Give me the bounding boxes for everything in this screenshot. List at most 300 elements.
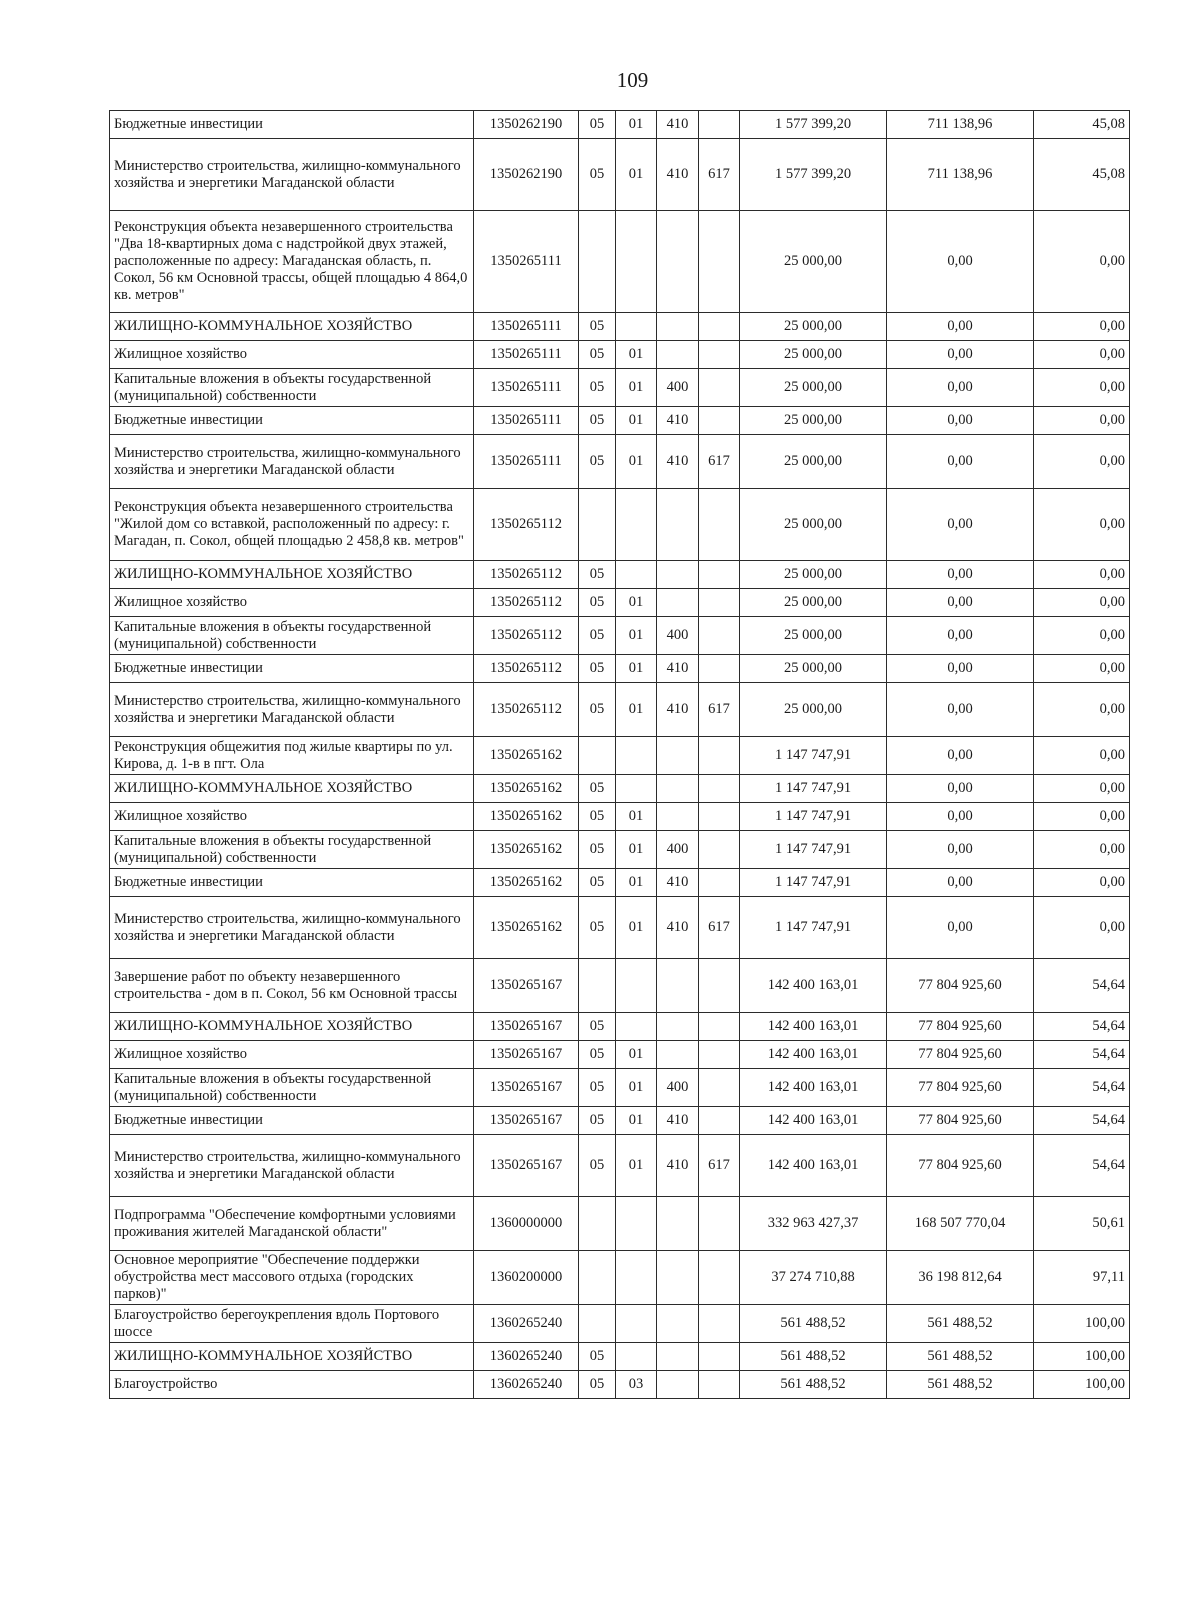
planned-amount: 142 400 163,01 (740, 1041, 887, 1069)
administrator-code (699, 1013, 740, 1041)
target-code: 1350265167 (474, 959, 579, 1013)
execution-percent: 50,61 (1034, 1197, 1130, 1251)
target-code: 1350265167 (474, 1013, 579, 1041)
expense-type-code (657, 489, 699, 561)
execution-percent: 0,00 (1034, 655, 1130, 683)
target-code: 1360265240 (474, 1305, 579, 1343)
execution-percent: 0,00 (1034, 869, 1130, 897)
section-code: 05 (579, 803, 616, 831)
row-name: Бюджетные инвестиции (110, 407, 474, 435)
planned-amount: 142 400 163,01 (740, 1107, 887, 1135)
executed-amount: 561 488,52 (887, 1371, 1034, 1399)
table-row (110, 1069, 1130, 1107)
table-row (110, 1197, 1130, 1251)
expense-type-code: 400 (657, 831, 699, 869)
planned-amount: 25 000,00 (740, 655, 887, 683)
administrator-code (699, 737, 740, 775)
budget-table (109, 110, 1130, 1399)
subsection-code: 01 (616, 831, 657, 869)
expense-type-code: 410 (657, 139, 699, 211)
row-name: Бюджетные инвестиции (110, 655, 474, 683)
expense-type-code: 400 (657, 617, 699, 655)
section-code: 05 (579, 435, 616, 489)
planned-amount: 1 147 747,91 (740, 803, 887, 831)
section-code: 05 (579, 111, 616, 139)
table-row (110, 435, 1130, 489)
executed-amount: 0,00 (887, 897, 1034, 959)
execution-percent: 0,00 (1034, 775, 1130, 803)
executed-amount: 77 804 925,60 (887, 1107, 1034, 1135)
expense-type-code: 410 (657, 683, 699, 737)
row-name: Жилищное хозяйство (110, 803, 474, 831)
execution-percent: 54,64 (1034, 959, 1130, 1013)
planned-amount: 25 000,00 (740, 589, 887, 617)
table-row (110, 313, 1130, 341)
planned-amount: 25 000,00 (740, 313, 887, 341)
row-name: Основное мероприятие "Обеспечение поддержки обустройства мест массового отдыха (городских парков)" (110, 1251, 474, 1305)
planned-amount: 561 488,52 (740, 1371, 887, 1399)
execution-percent: 0,00 (1034, 211, 1130, 313)
subsection-code (616, 1305, 657, 1343)
table-row (110, 959, 1130, 1013)
administrator-code: 617 (699, 435, 740, 489)
expense-type-code: 410 (657, 1107, 699, 1135)
target-code: 1350265111 (474, 341, 579, 369)
execution-percent: 100,00 (1034, 1371, 1130, 1399)
row-name: Завершение работ по объекту незавершенного строительства - дом в п. Сокол, 56 км Основной трассы (110, 959, 474, 1013)
administrator-code: 617 (699, 897, 740, 959)
executed-amount: 0,00 (887, 683, 1034, 737)
administrator-code (699, 1305, 740, 1343)
administrator-code (699, 1041, 740, 1069)
planned-amount: 332 963 427,37 (740, 1197, 887, 1251)
row-name: ЖИЛИЩНО-КОММУНАЛЬНОЕ ХОЗЯЙСТВО (110, 1343, 474, 1371)
subsection-code: 01 (616, 1135, 657, 1197)
target-code: 1360265240 (474, 1343, 579, 1371)
row-name: Подпрограмма "Обеспечение комфортными условиями проживания жителей Магаданской области" (110, 1197, 474, 1251)
target-code: 1350262190 (474, 139, 579, 211)
subsection-code: 01 (616, 139, 657, 211)
expense-type-code (657, 313, 699, 341)
subsection-code: 01 (616, 683, 657, 737)
row-name: Министерство строительства, жилищно-коммунального хозяйства и энергетики Магаданской области (110, 435, 474, 489)
executed-amount: 711 138,96 (887, 111, 1034, 139)
section-code: 05 (579, 1013, 616, 1041)
expense-type-code (657, 1371, 699, 1399)
executed-amount: 0,00 (887, 313, 1034, 341)
execution-percent: 54,64 (1034, 1041, 1130, 1069)
execution-percent: 0,00 (1034, 407, 1130, 435)
expense-type-code (657, 1013, 699, 1041)
section-code: 05 (579, 1343, 616, 1371)
administrator-code (699, 1251, 740, 1305)
target-code: 1350265111 (474, 313, 579, 341)
execution-percent: 0,00 (1034, 897, 1130, 959)
execution-percent: 0,00 (1034, 831, 1130, 869)
planned-amount: 142 400 163,01 (740, 1069, 887, 1107)
administrator-code (699, 341, 740, 369)
expense-type-code (657, 589, 699, 617)
administrator-code (699, 959, 740, 1013)
expense-type-code (657, 341, 699, 369)
execution-percent: 0,00 (1034, 369, 1130, 407)
expense-type-code: 400 (657, 369, 699, 407)
administrator-code: 617 (699, 139, 740, 211)
table-row (110, 1107, 1130, 1135)
planned-amount: 1 147 747,91 (740, 869, 887, 897)
planned-amount: 25 000,00 (740, 407, 887, 435)
table-row (110, 489, 1130, 561)
planned-amount: 561 488,52 (740, 1305, 887, 1343)
executed-amount: 0,00 (887, 617, 1034, 655)
table-row (110, 407, 1130, 435)
table-row (110, 869, 1130, 897)
planned-amount: 25 000,00 (740, 561, 887, 589)
table-row (110, 1371, 1130, 1399)
planned-amount: 1 147 747,91 (740, 831, 887, 869)
target-code: 1350265112 (474, 589, 579, 617)
execution-percent: 45,08 (1034, 139, 1130, 211)
executed-amount: 0,00 (887, 589, 1034, 617)
execution-percent: 0,00 (1034, 341, 1130, 369)
planned-amount: 37 274 710,88 (740, 1251, 887, 1305)
subsection-code (616, 1197, 657, 1251)
section-code: 05 (579, 369, 616, 407)
table-row (110, 831, 1130, 869)
expense-type-code (657, 1197, 699, 1251)
execution-percent: 97,11 (1034, 1251, 1130, 1305)
administrator-code: 617 (699, 683, 740, 737)
executed-amount: 77 804 925,60 (887, 1013, 1034, 1041)
executed-amount: 0,00 (887, 435, 1034, 489)
row-name: ЖИЛИЩНО-КОММУНАЛЬНОЕ ХОЗЯЙСТВО (110, 775, 474, 803)
subsection-code: 01 (616, 1069, 657, 1107)
row-name: Благоустройство берегоукрепления вдоль Портового шоссе (110, 1305, 474, 1343)
subsection-code (616, 737, 657, 775)
executed-amount: 0,00 (887, 775, 1034, 803)
administrator-code (699, 313, 740, 341)
administrator-code (699, 617, 740, 655)
executed-amount: 561 488,52 (887, 1305, 1034, 1343)
execution-percent: 100,00 (1034, 1305, 1130, 1343)
expense-type-code (657, 561, 699, 589)
subsection-code: 01 (616, 369, 657, 407)
execution-percent: 0,00 (1034, 489, 1130, 561)
row-name: ЖИЛИЩНО-КОММУНАЛЬНОЕ ХОЗЯЙСТВО (110, 313, 474, 341)
execution-percent: 0,00 (1034, 803, 1130, 831)
target-code: 1350265112 (474, 683, 579, 737)
subsection-code: 01 (616, 435, 657, 489)
subsection-code: 01 (616, 341, 657, 369)
administrator-code (699, 589, 740, 617)
target-code: 1350262190 (474, 111, 579, 139)
planned-amount: 142 400 163,01 (740, 959, 887, 1013)
table-row (110, 897, 1130, 959)
table-row (110, 589, 1130, 617)
expense-type-code: 410 (657, 435, 699, 489)
administrator-code (699, 1371, 740, 1399)
subsection-code: 01 (616, 655, 657, 683)
executed-amount: 0,00 (887, 341, 1034, 369)
execution-percent: 100,00 (1034, 1343, 1130, 1371)
execution-percent: 45,08 (1034, 111, 1130, 139)
administrator-code (699, 869, 740, 897)
execution-percent: 54,64 (1034, 1013, 1130, 1041)
planned-amount: 1 147 747,91 (740, 737, 887, 775)
expense-type-code: 410 (657, 897, 699, 959)
target-code: 1360000000 (474, 1197, 579, 1251)
executed-amount: 0,00 (887, 803, 1034, 831)
subsection-code: 01 (616, 1041, 657, 1069)
target-code: 1350265112 (474, 655, 579, 683)
subsection-code (616, 1251, 657, 1305)
execution-percent: 54,64 (1034, 1135, 1130, 1197)
table-row (110, 561, 1130, 589)
executed-amount: 0,00 (887, 561, 1034, 589)
executed-amount: 0,00 (887, 369, 1034, 407)
planned-amount: 25 000,00 (740, 683, 887, 737)
administrator-code (699, 111, 740, 139)
section-code: 05 (579, 831, 616, 869)
executed-amount: 0,00 (887, 831, 1034, 869)
section-code: 05 (579, 589, 616, 617)
subsection-code (616, 211, 657, 313)
row-name: Министерство строительства, жилищно-коммунального хозяйства и энергетики Магаданской области (110, 1135, 474, 1197)
executed-amount: 77 804 925,60 (887, 1069, 1034, 1107)
administrator-code (699, 211, 740, 313)
expense-type-code: 410 (657, 1135, 699, 1197)
table-row (110, 111, 1130, 139)
execution-percent: 0,00 (1034, 589, 1130, 617)
table-row (110, 1343, 1130, 1371)
expense-type-code (657, 1041, 699, 1069)
target-code: 1350265162 (474, 803, 579, 831)
planned-amount: 1 147 747,91 (740, 775, 887, 803)
target-code: 1350265162 (474, 775, 579, 803)
section-code (579, 211, 616, 313)
execution-percent: 0,00 (1034, 683, 1130, 737)
execution-percent: 0,00 (1034, 435, 1130, 489)
administrator-code (699, 1343, 740, 1371)
expense-type-code: 400 (657, 1069, 699, 1107)
executed-amount: 561 488,52 (887, 1343, 1034, 1371)
row-name: Капитальные вложения в объекты государственной (муниципальной) собственности (110, 831, 474, 869)
expense-type-code: 410 (657, 869, 699, 897)
planned-amount: 25 000,00 (740, 489, 887, 561)
row-name: Жилищное хозяйство (110, 341, 474, 369)
table-row (110, 775, 1130, 803)
planned-amount: 1 147 747,91 (740, 897, 887, 959)
section-code (579, 1305, 616, 1343)
section-code: 05 (579, 1041, 616, 1069)
administrator-code (699, 407, 740, 435)
planned-amount: 25 000,00 (740, 211, 887, 313)
execution-percent: 0,00 (1034, 561, 1130, 589)
section-code: 05 (579, 1371, 616, 1399)
row-name: Министерство строительства, жилищно-коммунального хозяйства и энергетики Магаданской области (110, 683, 474, 737)
section-code: 05 (579, 313, 616, 341)
table-row (110, 803, 1130, 831)
executed-amount: 0,00 (887, 211, 1034, 313)
section-code (579, 489, 616, 561)
planned-amount: 25 000,00 (740, 617, 887, 655)
section-code: 05 (579, 869, 616, 897)
row-name: Реконструкция объекта незавершенного строительства "Жилой дом со вставкой, расположенный по адресу: г. Магадан, п. Сокол, общей площадью 2 458,8 кв. метров" (110, 489, 474, 561)
target-code: 1350265162 (474, 897, 579, 959)
subsection-code (616, 489, 657, 561)
table-row (110, 1041, 1130, 1069)
table-row (110, 737, 1130, 775)
table-row (110, 1305, 1130, 1343)
section-code: 05 (579, 561, 616, 589)
target-code: 1350265112 (474, 617, 579, 655)
subsection-code: 01 (616, 897, 657, 959)
execution-percent: 54,64 (1034, 1107, 1130, 1135)
row-name: Жилищное хозяйство (110, 1041, 474, 1069)
row-name: Бюджетные инвестиции (110, 111, 474, 139)
table-row (110, 1013, 1130, 1041)
section-code: 05 (579, 1107, 616, 1135)
planned-amount: 1 577 399,20 (740, 139, 887, 211)
target-code: 1350265112 (474, 489, 579, 561)
planned-amount: 25 000,00 (740, 369, 887, 407)
section-code (579, 737, 616, 775)
planned-amount: 25 000,00 (740, 435, 887, 489)
executed-amount: 0,00 (887, 655, 1034, 683)
table-row (110, 369, 1130, 407)
execution-percent: 54,64 (1034, 1069, 1130, 1107)
section-code: 05 (579, 775, 616, 803)
page-number: 109 (616, 68, 649, 92)
target-code: 1350265162 (474, 831, 579, 869)
row-name: Капитальные вложения в объекты государственной (муниципальной) собственности (110, 369, 474, 407)
expense-type-code: 410 (657, 655, 699, 683)
planned-amount: 561 488,52 (740, 1343, 887, 1371)
subsection-code (616, 775, 657, 803)
section-code: 05 (579, 407, 616, 435)
subsection-code: 01 (616, 589, 657, 617)
table-body (110, 111, 1130, 1399)
section-code: 05 (579, 897, 616, 959)
subsection-code: 01 (616, 407, 657, 435)
row-name: Благоустройство (110, 1371, 474, 1399)
executed-amount: 168 507 770,04 (887, 1197, 1034, 1251)
table-row (110, 655, 1130, 683)
target-code: 1360265240 (474, 1371, 579, 1399)
subsection-code (616, 1013, 657, 1041)
subsection-code: 01 (616, 1107, 657, 1135)
section-code (579, 1197, 616, 1251)
administrator-code (699, 831, 740, 869)
subsection-code: 01 (616, 869, 657, 897)
subsection-code (616, 959, 657, 1013)
executed-amount: 0,00 (887, 737, 1034, 775)
row-name: Бюджетные инвестиции (110, 1107, 474, 1135)
target-code: 1350265111 (474, 369, 579, 407)
row-name: Капитальные вложения в объекты государственной (муниципальной) собственности (110, 1069, 474, 1107)
section-code (579, 959, 616, 1013)
section-code: 05 (579, 683, 616, 737)
expense-type-code (657, 775, 699, 803)
planned-amount: 142 400 163,01 (740, 1013, 887, 1041)
administrator-code: 617 (699, 1135, 740, 1197)
row-name: Министерство строительства, жилищно-коммунального хозяйства и энергетики Магаданской области (110, 139, 474, 211)
expense-type-code (657, 1343, 699, 1371)
expense-type-code (657, 211, 699, 313)
subsection-code: 01 (616, 617, 657, 655)
section-code: 05 (579, 1135, 616, 1197)
administrator-code (699, 1107, 740, 1135)
table-row (110, 139, 1130, 211)
target-code: 1350265112 (474, 561, 579, 589)
expense-type-code (657, 803, 699, 831)
target-code: 1350265111 (474, 435, 579, 489)
subsection-code: 01 (616, 111, 657, 139)
subsection-code (616, 1343, 657, 1371)
execution-percent: 0,00 (1034, 617, 1130, 655)
row-name: Капитальные вложения в объекты государственной (муниципальной) собственности (110, 617, 474, 655)
planned-amount: 142 400 163,01 (740, 1135, 887, 1197)
table-row (110, 211, 1130, 313)
section-code: 05 (579, 1069, 616, 1107)
target-code: 1350265111 (474, 407, 579, 435)
target-code: 1350265167 (474, 1107, 579, 1135)
row-name: Реконструкция общежития под жилые квартиры по ул. Кирова, д. 1-в в пгт. Ола (110, 737, 474, 775)
row-name: Бюджетные инвестиции (110, 869, 474, 897)
table-row (110, 341, 1130, 369)
executed-amount: 711 138,96 (887, 139, 1034, 211)
planned-amount: 1 577 399,20 (740, 111, 887, 139)
target-code: 1360200000 (474, 1251, 579, 1305)
administrator-code (699, 369, 740, 407)
expense-type-code (657, 737, 699, 775)
target-code: 1350265111 (474, 211, 579, 313)
executed-amount: 77 804 925,60 (887, 1041, 1034, 1069)
executed-amount: 0,00 (887, 407, 1034, 435)
administrator-code (699, 655, 740, 683)
administrator-code (699, 775, 740, 803)
row-name: Реконструкция объекта незавершенного строительства "Два 18-квартирных дома с надстройкой двух этажей, расположенные по адресу: Магаданская область, п. Сокол, 56 км Основной трассы, общей площадью 4 864,0 кв. метров" (110, 211, 474, 313)
administrator-code (699, 1069, 740, 1107)
target-code: 1350265162 (474, 737, 579, 775)
target-code: 1350265167 (474, 1041, 579, 1069)
administrator-code (699, 489, 740, 561)
expense-type-code (657, 1305, 699, 1343)
administrator-code (699, 803, 740, 831)
executed-amount: 0,00 (887, 869, 1034, 897)
expense-type-code: 410 (657, 407, 699, 435)
subsection-code (616, 313, 657, 341)
administrator-code (699, 1197, 740, 1251)
target-code: 1350265167 (474, 1069, 579, 1107)
executed-amount: 77 804 925,60 (887, 1135, 1034, 1197)
section-code: 05 (579, 341, 616, 369)
row-name: Министерство строительства, жилищно-коммунального хозяйства и энергетики Магаданской области (110, 897, 474, 959)
expense-type-code (657, 959, 699, 1013)
row-name: ЖИЛИЩНО-КОММУНАЛЬНОЕ ХОЗЯЙСТВО (110, 561, 474, 589)
table-row (110, 617, 1130, 655)
planned-amount: 25 000,00 (740, 341, 887, 369)
table-row (110, 683, 1130, 737)
section-code: 05 (579, 655, 616, 683)
section-code: 05 (579, 139, 616, 211)
table-row (110, 1135, 1130, 1197)
execution-percent: 0,00 (1034, 313, 1130, 341)
executed-amount: 0,00 (887, 489, 1034, 561)
expense-type-code: 410 (657, 111, 699, 139)
row-name: Жилищное хозяйство (110, 589, 474, 617)
subsection-code (616, 561, 657, 589)
